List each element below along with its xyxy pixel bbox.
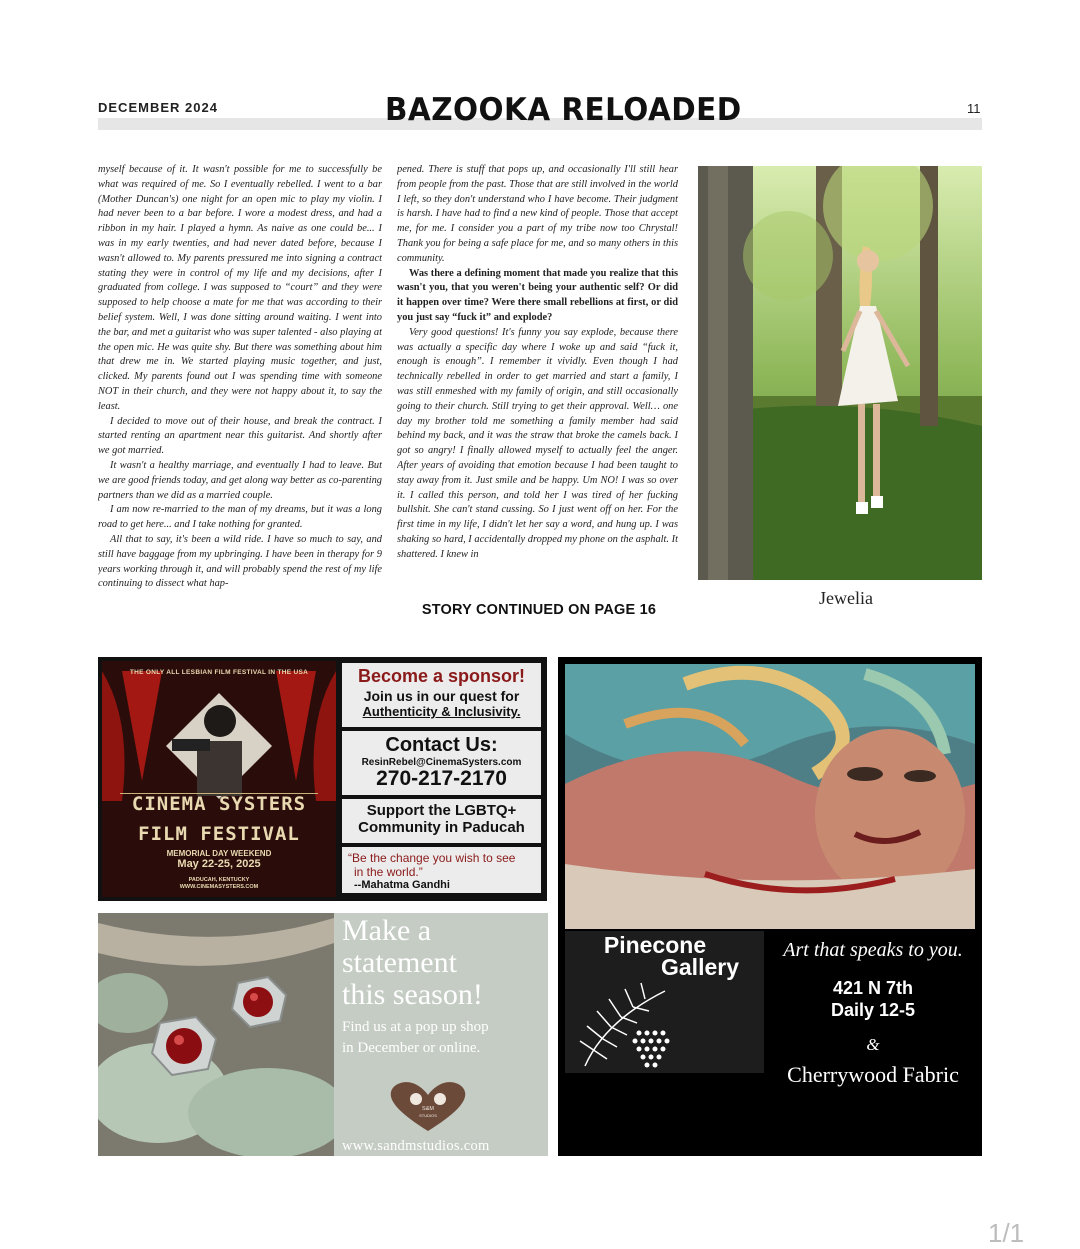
gallery-ampersand: & — [866, 1035, 880, 1054]
festival-tagline: THE ONLY ALL LESBIAN FILM FESTIVAL IN THE USA — [129, 669, 309, 676]
contact-heading: Contact Us: — [385, 734, 498, 756]
gallery-tagline: Art that speaks to you. — [783, 939, 963, 961]
article-paragraph: All that to say, it's been a wild ride. I have so much to say, and still have baggage from my upbringing. I have been in therapy for 9 years working through it, and will probably spend the rest of my life continuing to dissect what hap- — [98, 533, 382, 590]
festival-name-line2: FILM FESTIVAL — [138, 823, 300, 845]
pinecone-logo-box — [565, 931, 764, 1073]
gallery-name-line1: Pinecone — [603, 932, 707, 958]
sponsor-line-1: Join us in our quest for — [363, 688, 520, 704]
interview-question: Was there a defining moment that made you realize that this wasn't you, that you weren't being your authentic self? Or did it happen over time? Were there small rebellions at first, or did you just say “fuck it” and explode? — [397, 267, 678, 323]
article-column-1 — [98, 163, 382, 628]
interview-answer: Very good questions! It's funny you say explode, because there was actually a specific day where I woke up and said “fuck it, enough is enough”. I remember it vividly. Even though I had technically rebelled in order to get married and start a family, I was still enmeshed with my family of origin, and still occasionally going to their church. Still trying to get their approval. Well… one day my brother told me something a family member had said behind my back, and it was the straw that broke the camels back. I got so angry! I finally allowed myself to actually feel the anger. After years of avoiding that emotion because I had been taught to stay away from it. Just smile and be happy. Um NO! I was so over it. I called this person, and told her I was tired of her fucking bullshit. She can't stand cussing. So I just went off on her. For the first time in my life, I didn't let her say a word, and hung up. I was shaking so hard, I accidentally dropped my phone on the asphalt. It shattered. I knew in — [397, 326, 678, 560]
contact-box — [342, 731, 541, 795]
headline-line-1: Make a — [342, 914, 432, 947]
support-line-2: Community in Paducah — [358, 819, 525, 836]
contact-email[interactable]: ResinRebel@CinemaSysters.com — [361, 757, 522, 768]
festival-location: PADUCAH, KENTUCKY — [188, 877, 250, 883]
article-column-2 — [397, 163, 678, 593]
sponsor-line-2: Authenticity & Inclusivity. — [362, 704, 521, 719]
article-paragraph: I decided to move out of their house, and break the contract. I started renting an apartment near this guitarist. And shortly after we got married. — [98, 415, 382, 457]
gallery-hours: Daily 12-5 — [830, 1000, 916, 1020]
jewelia-photo — [698, 166, 982, 580]
photo-caption: Jewelia — [819, 588, 873, 608]
issue-date: DECEMBER 2024 — [98, 100, 218, 115]
festival-weekend: MEMORIAL DAY WEEKEND — [166, 849, 272, 858]
pinecone-icon — [575, 981, 685, 1071]
headline-line-2: statement — [342, 946, 457, 979]
gallery-name-line2: Gallery — [661, 954, 739, 980]
earrings-photo — [98, 913, 334, 1156]
viewer-page-count: 1/1 — [988, 1218, 1025, 1248]
sandm-studios-ad — [98, 913, 548, 1156]
jewelry-website[interactable]: www.sandmstudios.com — [342, 1138, 490, 1154]
headline-line-3: this season! — [342, 978, 483, 1011]
pinecone-gallery-ad — [558, 657, 982, 1156]
quote-author: --Mahatma Gandhi — [354, 879, 450, 891]
page-number: 11 — [967, 101, 981, 116]
quote-box — [342, 847, 541, 893]
sub-line-1: Find us at a pop up shop — [342, 1019, 489, 1035]
support-box — [342, 799, 541, 843]
sub-line-2: in December or online. — [342, 1040, 481, 1056]
sponsor-heading: Become a sponsor! — [357, 666, 526, 686]
support-line-1: Support the LGBTQ+ — [366, 802, 517, 819]
festival-name-line1: CINEMA SYSTERS — [131, 793, 307, 815]
festival-website: WWW.CINEMASYSTERS.COM — [179, 884, 259, 890]
magazine-title: BAZOOKA RELOADED — [385, 92, 742, 128]
article-paragraph: It wasn't a healthy marriage, and eventually I had to leave. But we are good friends today, and get along way better as co-parenting partners than we did as a married couple. — [98, 459, 382, 501]
logo-subtext: STUDIOS — [419, 1113, 437, 1118]
jewelry-text-panel — [334, 913, 548, 1156]
quote-line-1: “Be the change you wish to see — [348, 851, 516, 865]
article-paragraph: pened. There is stuff that pops up, and occasionally I'll still hear from people from the past. Those that are still involved in the world I left, so they don't understand who I have become. Their judgment is harsh. I have had to find a new kind of people. Those that accept me, for me. I consider you a part of my tribe now too Chrystal! Thank you for being a safe place for me, and so many others in this community. — [397, 164, 678, 264]
story-continued-note: STORY CONTINUED ON PAGE 16 — [421, 602, 657, 618]
gallery-painting — [565, 664, 975, 929]
article-paragraph: I am now re-married to the man of my dreams, but it was a long road to get here... and I take nothing for granted. — [98, 504, 382, 531]
contact-phone[interactable]: 270-217-2170 — [376, 767, 507, 790]
quote-line-2: in the world.” — [354, 865, 423, 879]
sponsor-panel — [340, 661, 543, 897]
festival-poster — [102, 661, 336, 897]
cinema-systers-ad — [98, 657, 547, 901]
logo-text: S&M — [422, 1106, 434, 1112]
article-paragraph: myself because of it. It wasn't possible for me to successfully be what was required of me. So I eventually rebelled. I went to a bar (Mother Duncan's) one night for an open mic to play my violin. I had never been to a bar before. I wore a modest dress, and had a ribbon in my hair. I played a hymn. As naive as one could be... I was in my early twenties, and had never dated before, because I wasn't allowed to. My parents pressured me into signing a contract stating they were in control of my life and my decisions, after I graduated from college. I was supposed to “court” and they were supposed to help choose a mate for me that was according to their belief system. Well, I was done sitting around waiting. I went into the bar, and met a guitarist who was super talented - also playing at the open mic. He was quite shy. But there was something about him that drew me in. We started playing music together, and just, clicked. My parents found out I was spending time with someone NOT in their church, and they were not happy about it, to say the least. — [98, 164, 382, 412]
gallery-address: 421 N 7th — [832, 978, 914, 998]
gallery-partner: Cherrywood Fabric — [787, 1062, 959, 1087]
festival-dates: May 22-25, 2025 — [177, 858, 261, 870]
sponsor-box — [342, 663, 541, 727]
